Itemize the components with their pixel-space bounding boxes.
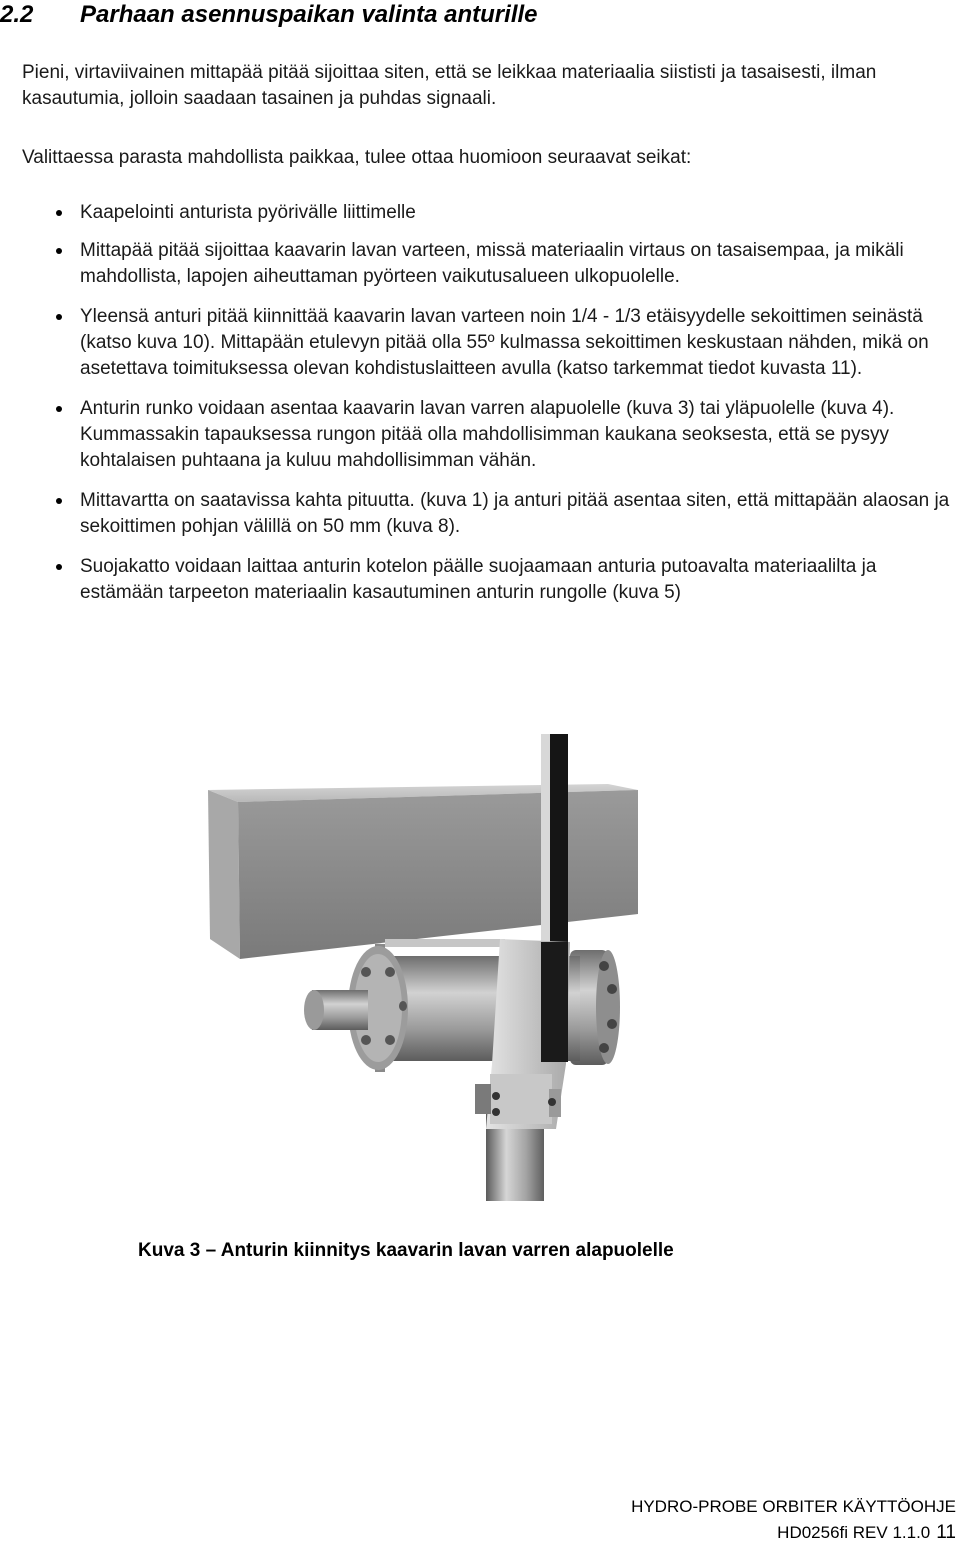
section-heading <box>0 0 960 30</box>
list-item-text: Mittapää pitää sijoittaa kaavarin lavan varteen, missä materiaalin virtaus on tasaisempaa, ja mikäli mahdollista, lapojen aiheuttaman pyörteen vaikutusalueen ulkopuolelle. <box>80 240 904 287</box>
list-item-text: Mittavartta on saatavissa kahta pituutta. (kuva 1) ja anturi pitää asentaa siten, että mittapään alaosan ja sekoittimen pohjan välillä on 50 mm (kuva 8). <box>80 490 950 537</box>
bullet-icon <box>56 406 62 412</box>
list-item <box>0 238 960 290</box>
sensor-mounting-figure <box>200 734 650 1204</box>
footer-document-title: HYDRO-PROBE ORBITER KÄYTTÖOHJE <box>631 1497 956 1516</box>
list-item <box>0 200 960 226</box>
scraper-arm-beam <box>208 784 638 959</box>
section-number: 2.2 <box>0 1 34 28</box>
considerations-list <box>0 200 960 606</box>
section-title: Parhaan asennuspaikan valinta anturille <box>80 1 538 28</box>
bullet-icon <box>56 314 62 320</box>
list-item-text: Suojakatto voidaan laittaa anturin kotelon päälle suojaamaan anturia putoavalta materiaalilta ja estämään tarpeeton materiaalin kasautuminen anturin rungolle (kuva 5) <box>80 556 877 603</box>
list-item <box>0 488 960 540</box>
cable-connector <box>304 990 368 1030</box>
bullet-icon <box>56 210 62 216</box>
lead-paragraph: Valittaessa parasta mahdollista paikkaa, tulee ottaa huomioon seuraavat seikat: <box>22 147 692 168</box>
list-item <box>0 396 960 474</box>
list-item-text: Anturin runko voidaan asentaa kaavarin lavan varren alapuolelle (kuva 3) tai yläpuolelle (kuva 4). Kummassakin tapauksessa rungon pitää olla mahdollisimman kaukana seoksesta, että se pysyy kohtalaisen puhtaana ja kuluu mahdollisimman vähän. <box>80 398 895 471</box>
footer-revision <box>777 1522 956 1544</box>
bullet-icon <box>56 498 62 504</box>
page-number: 11 <box>936 1522 956 1543</box>
list-item-text: Kaapelointi anturista pyörivälle liittimelle <box>80 202 416 223</box>
bullet-icon <box>56 248 62 254</box>
intro-paragraph: Pieni, virtaviivainen mittapää pitää sijoittaa siten, että se leikkaa materiaalia siististi ja tasaisesti, ilman kasautumia, jolloin saadaan tasainen ja puhdas signaali. <box>22 62 877 109</box>
list-item-text: Yleensä anturi pitää kiinnittää kaavarin lavan varteen noin 1/4 - 1/3 etäisyydelle sekoittimen seinästä (katso kuva 10). Mittapään etulevyn pitää olla 55º kulmassa sekoittimen keskustaan nähden, mikä on asetettava toimituksessa olevan kohdistuslaitteen avulla (katso tarkemmat tiedot kuvasta 11). <box>80 306 929 379</box>
list-item <box>0 304 960 382</box>
bullet-icon <box>56 564 62 570</box>
list-item <box>0 554 960 606</box>
figure-caption: Kuva 3 – Anturin kiinnitys kaavarin lavan varren alapuolelle <box>138 1240 674 1261</box>
revision-text: HD0256fi REV 1.1.0 <box>777 1523 931 1542</box>
